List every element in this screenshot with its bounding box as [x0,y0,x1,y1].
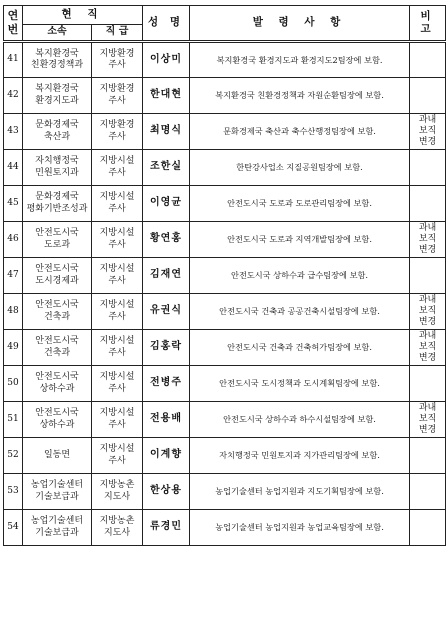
remarks-cell: 과내 보직 변경 [410,330,446,366]
appointment-cell: 안전도시국 상하수과 하수시설팀장에 보함. [190,402,410,438]
name-cell: 한대현 [143,78,190,114]
appointment-cell: 문화경제국 축산과 축수산행정팀장에 보함. [190,114,410,150]
department-cell: 자치행정국 민원토지과 [23,150,92,186]
department-cell: 문화경제국 평화기반조성과 [23,186,92,222]
rank-cell: 지방환경 주사 [92,42,143,78]
appointment-cell: 안전도시국 건축과 건축허가팀장에 보함. [190,330,410,366]
rank-cell: 지방환경 주사 [92,78,143,114]
header-department: 소속 [23,25,92,42]
remarks-cell [410,474,446,510]
rank-cell: 지방시설 주사 [92,438,143,474]
remarks-cell [410,366,446,402]
remarks-cell [410,186,446,222]
remarks-cell: 과내 보직 변경 [410,402,446,438]
name-cell: 류경민 [143,510,190,546]
table-row [4,150,446,186]
rank-cell: 지방시설 주사 [92,150,143,186]
appointment-cell: 한탄강사업소 지질공원팀장에 보함. [190,150,410,186]
appointment-cell: 안전도시국 도로과 지역개발팀장에 보함. [190,222,410,258]
remarks-cell [410,510,446,546]
name-cell: 이영균 [143,186,190,222]
table-row [4,474,446,510]
department-cell: 안전도시국 상하수과 [23,366,92,402]
name-cell: 유권식 [143,294,190,330]
remarks-cell: 과내 보직 변경 [410,114,446,150]
remarks-cell [410,150,446,186]
name-cell: 김홍락 [143,330,190,366]
rank-cell: 지방시설 주사 [92,294,143,330]
header-remarks: 비 고 [410,6,446,42]
remarks-cell [410,258,446,294]
table-row [4,510,446,546]
row-number: 50 [4,366,23,402]
appointment-cell: 안전도시국 상하수과 급수팀장에 보함. [190,258,410,294]
row-number: 47 [4,258,23,294]
table-row [4,438,446,474]
row-number: 41 [4,42,23,78]
rank-cell: 지방시설 주사 [92,366,143,402]
row-number: 42 [4,78,23,114]
appointment-cell: 자치행정국 민원토지과 지가관리팀장에 보함. [190,438,410,474]
department-cell: 안전도시국 건축과 [23,330,92,366]
row-number: 52 [4,438,23,474]
rank-cell: 지방농촌 지도사 [92,510,143,546]
personnel-order-table [3,5,446,546]
table-row [4,402,446,438]
row-number: 45 [4,186,23,222]
department-cell: 농업기술센터 기술보급과 [23,474,92,510]
row-number: 54 [4,510,23,546]
remarks-cell: 과내 보직 변경 [410,222,446,258]
header-rank: 직 급 [92,25,143,42]
remarks-cell: 과내 보직 변경 [410,294,446,330]
rank-cell: 지방농촌 지도사 [92,474,143,510]
appointment-cell: 농업기술센터 농업지원과 지도기획팀장에 보함. [190,474,410,510]
appointment-cell: 농업기술센터 농업지원과 농업교육팀장에 보함. [190,510,410,546]
row-number: 51 [4,402,23,438]
name-cell: 이상미 [143,42,190,78]
department-cell: 문화경제국 축산과 [23,114,92,150]
rank-cell: 지방시설 주사 [92,258,143,294]
row-number: 46 [4,222,23,258]
department-cell: 안전도시국 도로과 [23,222,92,258]
row-number: 44 [4,150,23,186]
rank-cell: 지방시설 주사 [92,222,143,258]
department-cell: 안전도시국 건축과 [23,294,92,330]
table-row [4,258,446,294]
header-name: 성 명 [143,6,190,42]
department-cell: 안전도시국 도시경제과 [23,258,92,294]
table-row [4,114,446,150]
rank-cell: 지방시설 주사 [92,402,143,438]
name-cell: 김재연 [143,258,190,294]
department-cell: 안전도시국 상하수과 [23,402,92,438]
remarks-cell [410,438,446,474]
table-row [4,294,446,330]
appointment-cell: 안전도시국 건축과 공공건축시설팀장에 보함. [190,294,410,330]
name-cell: 전병주 [143,366,190,402]
row-number: 49 [4,330,23,366]
appointment-cell: 안전도시국 도시정책과 도시계획팀장에 보함. [190,366,410,402]
table-row [4,42,446,78]
appointment-cell: 안전도시국 도로과 도로관리팀장에 보함. [190,186,410,222]
name-cell: 황연홍 [143,222,190,258]
table-row [4,186,446,222]
header-current-post: 현 직 [23,6,143,25]
rank-cell: 지방환경 주사 [92,114,143,150]
table-body [4,42,446,546]
name-cell: 전용배 [143,402,190,438]
name-cell: 최명식 [143,114,190,150]
table-row [4,78,446,114]
appointment-cell: 복지환경국 친환경정책과 자원순환팀장에 보함. [190,78,410,114]
header-appointment: 발 령 사 항 [190,6,410,42]
table-row [4,330,446,366]
rank-cell: 지방시설 주사 [92,330,143,366]
remarks-cell [410,42,446,78]
department-cell: 복지환경국 환경지도과 [23,78,92,114]
appointment-cell: 복지환경국 환경지도과 환경지도2팀장에 보함. [190,42,410,78]
name-cell: 한상용 [143,474,190,510]
department-cell: 농업기술센터 기술보급과 [23,510,92,546]
row-number: 48 [4,294,23,330]
rank-cell: 지방시설 주사 [92,186,143,222]
row-number: 43 [4,114,23,150]
name-cell: 조한실 [143,150,190,186]
department-cell: 일동면 [23,438,92,474]
name-cell: 이계향 [143,438,190,474]
table-row [4,366,446,402]
remarks-cell [410,78,446,114]
header-serial-number: 연 번 [4,6,23,42]
table-row [4,222,446,258]
department-cell: 복지환경국 친환경정책과 [23,42,92,78]
row-number: 53 [4,474,23,510]
